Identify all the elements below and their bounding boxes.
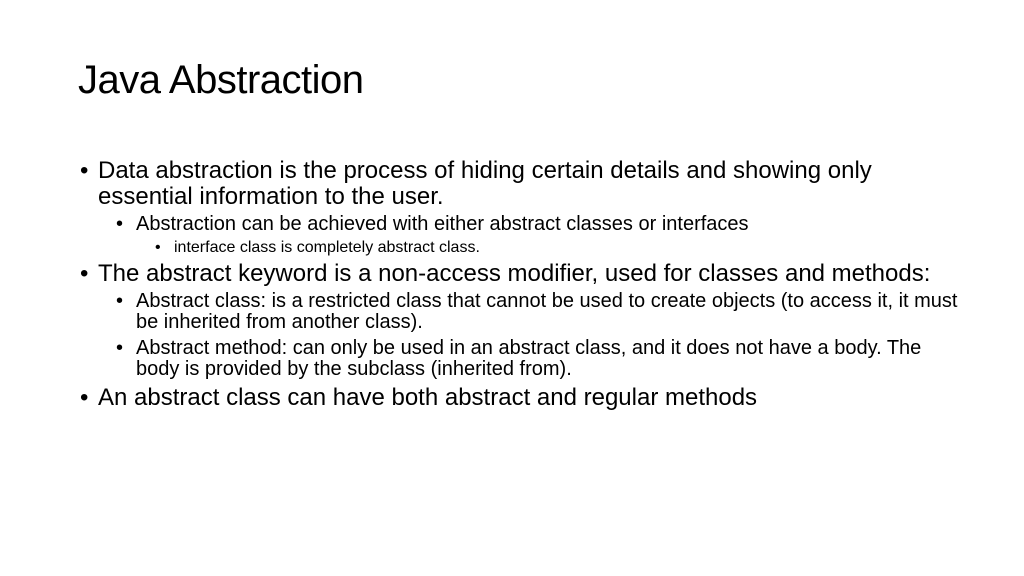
bullet-icon: • xyxy=(116,336,124,359)
sub-sub-bullet-item xyxy=(155,239,958,256)
bullet-text: Abstract method: can only be used in an abstract class, and it does not have a body. The body is provided by the subclass (inherited from). xyxy=(136,336,922,381)
sub-bullet-item xyxy=(116,214,958,236)
bullet-text: The abstract keyword is a non-access modifier, used for classes and methods: xyxy=(98,259,931,287)
bullet-text: interface class is completely abstract class. xyxy=(174,239,480,257)
bullet-text: Abstraction can be achieved with either abstract classes or interfaces xyxy=(136,212,749,235)
sub-bullet-item xyxy=(116,338,958,381)
bullet-icon: • xyxy=(80,157,89,184)
sub-bullet-item xyxy=(116,291,958,334)
bullet-icon: • xyxy=(80,383,89,411)
slide-body xyxy=(78,154,958,411)
bullet-icon: • xyxy=(116,212,124,235)
bullet-icon: • xyxy=(80,259,89,287)
bullet-item xyxy=(78,261,958,287)
bullet-icon: • xyxy=(155,239,161,257)
bullet-icon: • xyxy=(116,289,124,312)
bullet-text: Data abstraction is the process of hiding certain details and showing only essential information to the user. xyxy=(98,157,872,210)
slide-title: Java Abstraction xyxy=(78,58,364,102)
bullet-item xyxy=(78,385,958,411)
bullet-text: An abstract class can have both abstract and regular methods xyxy=(98,383,758,411)
bullet-item xyxy=(78,158,958,210)
bullet-text: Abstract class: is a restricted class that cannot be used to create objects (to access it, it must be inherited from another class). xyxy=(136,289,958,334)
